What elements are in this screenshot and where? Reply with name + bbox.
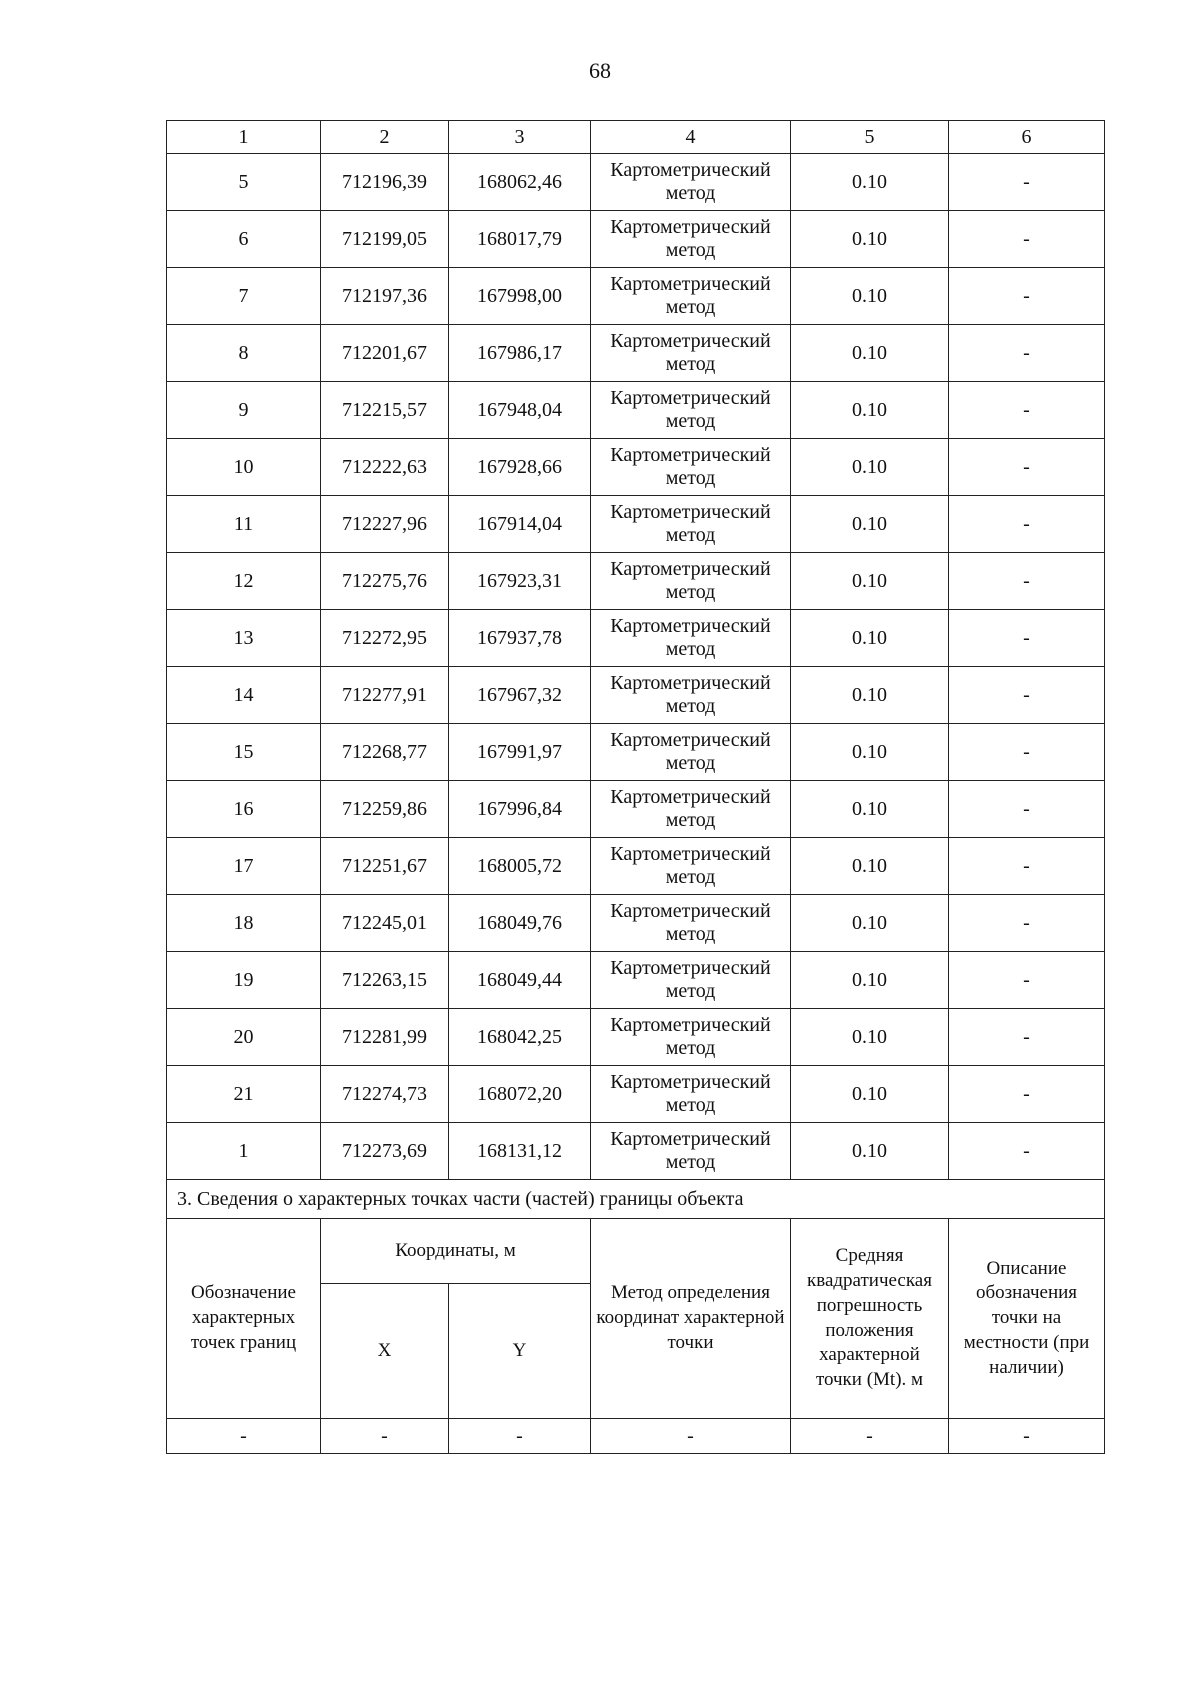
point-number-cell: 7 <box>167 268 321 325</box>
y-coordinate-cell: 167923,31 <box>449 553 591 610</box>
column-number: 1 <box>167 121 321 154</box>
y-coordinate-cell: 167996,84 <box>449 781 591 838</box>
table-cell: - <box>449 1419 591 1454</box>
x-coordinate-cell: 712245,01 <box>321 895 449 952</box>
column-numbers-row <box>167 121 1105 154</box>
y-coordinate-cell: 167991,97 <box>449 724 591 781</box>
header-method: Метод определения координат характерной точки <box>591 1219 791 1419</box>
table-cell: - <box>167 1419 321 1454</box>
header-accuracy: Средняя квадратическая погрешность положения характерной точки (Mt). м <box>791 1219 949 1419</box>
y-coordinate-cell: 167914,04 <box>449 496 591 553</box>
table-row <box>167 154 1105 211</box>
method-cell: Картометрический метод <box>591 268 791 325</box>
section-3-title-row <box>167 1180 1105 1219</box>
accuracy-cell: 0.10 <box>791 838 949 895</box>
y-coordinate-cell: 168005,72 <box>449 838 591 895</box>
section-3-header-row <box>167 1219 1105 1284</box>
y-coordinate-cell: 168042,25 <box>449 1009 591 1066</box>
x-coordinate-cell: 712272,95 <box>321 610 449 667</box>
accuracy-cell: 0.10 <box>791 724 949 781</box>
description-cell: - <box>949 268 1105 325</box>
description-cell: - <box>949 1066 1105 1123</box>
table-row <box>167 382 1105 439</box>
method-cell: Картометрический метод <box>591 1066 791 1123</box>
point-number-cell: 11 <box>167 496 321 553</box>
y-coordinate-cell: 167967,32 <box>449 667 591 724</box>
point-number-cell: 6 <box>167 211 321 268</box>
accuracy-cell: 0.10 <box>791 439 949 496</box>
x-coordinate-cell: 712251,67 <box>321 838 449 895</box>
table-row <box>167 496 1105 553</box>
table-row <box>167 952 1105 1009</box>
y-coordinate-cell: 167928,66 <box>449 439 591 496</box>
table-row <box>167 781 1105 838</box>
table-row <box>167 1009 1105 1066</box>
table-cell: - <box>791 1419 949 1454</box>
table-row <box>167 211 1105 268</box>
column-number: 2 <box>321 121 449 154</box>
table-row <box>167 439 1105 496</box>
point-number-cell: 8 <box>167 325 321 382</box>
description-cell: - <box>949 382 1105 439</box>
accuracy-cell: 0.10 <box>791 1066 949 1123</box>
table-row <box>167 610 1105 667</box>
y-coordinate-cell: 167937,78 <box>449 610 591 667</box>
table-row <box>167 553 1105 610</box>
method-cell: Картометрический метод <box>591 895 791 952</box>
header-description: Описание обозначения точки на местности (при наличии) <box>949 1219 1105 1419</box>
method-cell: Картометрический метод <box>591 952 791 1009</box>
x-coordinate-cell: 712281,99 <box>321 1009 449 1066</box>
x-coordinate-cell: 712268,77 <box>321 724 449 781</box>
table-row <box>167 724 1105 781</box>
point-number-cell: 5 <box>167 154 321 211</box>
point-number-cell: 19 <box>167 952 321 1009</box>
description-cell: - <box>949 154 1105 211</box>
description-cell: - <box>949 895 1105 952</box>
accuracy-cell: 0.10 <box>791 154 949 211</box>
method-cell: Картометрический метод <box>591 838 791 895</box>
description-cell: - <box>949 211 1105 268</box>
y-coordinate-cell: 167986,17 <box>449 325 591 382</box>
x-coordinate-cell: 712274,73 <box>321 1066 449 1123</box>
table-row <box>167 325 1105 382</box>
x-coordinate-cell: 712275,76 <box>321 553 449 610</box>
header-x: X <box>321 1284 449 1419</box>
accuracy-cell: 0.10 <box>791 496 949 553</box>
table-row <box>167 268 1105 325</box>
point-number-cell: 16 <box>167 781 321 838</box>
column-number: 3 <box>449 121 591 154</box>
column-number: 5 <box>791 121 949 154</box>
x-coordinate-cell: 712227,96 <box>321 496 449 553</box>
description-cell: - <box>949 610 1105 667</box>
point-number-cell: 18 <box>167 895 321 952</box>
point-number-cell: 9 <box>167 382 321 439</box>
y-coordinate-cell: 168072,20 <box>449 1066 591 1123</box>
section-3-empty-row <box>167 1419 1105 1454</box>
point-number-cell: 20 <box>167 1009 321 1066</box>
method-cell: Картометрический метод <box>591 724 791 781</box>
x-coordinate-cell: 712259,86 <box>321 781 449 838</box>
x-coordinate-cell: 712277,91 <box>321 667 449 724</box>
x-coordinate-cell: 712201,67 <box>321 325 449 382</box>
description-cell: - <box>949 325 1105 382</box>
x-coordinate-cell: 712263,15 <box>321 952 449 1009</box>
point-number-cell: 1 <box>167 1123 321 1180</box>
header-y: Y <box>449 1284 591 1419</box>
column-number: 6 <box>949 121 1105 154</box>
y-coordinate-cell: 168049,76 <box>449 895 591 952</box>
method-cell: Картометрический метод <box>591 382 791 439</box>
table-cell: - <box>321 1419 449 1454</box>
description-cell: - <box>949 724 1105 781</box>
x-coordinate-cell: 712273,69 <box>321 1123 449 1180</box>
header-point-designation: Обозначение характерных точек границ <box>167 1219 321 1419</box>
accuracy-cell: 0.10 <box>791 325 949 382</box>
table-row <box>167 895 1105 952</box>
method-cell: Картометрический метод <box>591 1009 791 1066</box>
point-number-cell: 15 <box>167 724 321 781</box>
page-number: 68 <box>589 58 611 83</box>
method-cell: Картометрический метод <box>591 496 791 553</box>
accuracy-cell: 0.10 <box>791 553 949 610</box>
method-cell: Картометрический метод <box>591 553 791 610</box>
method-cell: Картометрический метод <box>591 610 791 667</box>
method-cell: Картометрический метод <box>591 325 791 382</box>
table-cell: - <box>949 1419 1105 1454</box>
boundary-points-table <box>166 120 1105 1454</box>
description-cell: - <box>949 667 1105 724</box>
point-number-cell: 21 <box>167 1066 321 1123</box>
point-number-cell: 17 <box>167 838 321 895</box>
accuracy-cell: 0.10 <box>791 667 949 724</box>
table-row <box>167 1123 1105 1180</box>
header-coordinates: Координаты, м <box>321 1219 591 1284</box>
y-coordinate-cell: 167998,00 <box>449 268 591 325</box>
method-cell: Картометрический метод <box>591 211 791 268</box>
method-cell: Картометрический метод <box>591 154 791 211</box>
table-row <box>167 838 1105 895</box>
method-cell: Картометрический метод <box>591 1123 791 1180</box>
accuracy-cell: 0.10 <box>791 895 949 952</box>
section-3-title: 3. Сведения о характерных точках части (частей) границы объекта <box>167 1180 1105 1219</box>
accuracy-cell: 0.10 <box>791 1009 949 1066</box>
description-cell: - <box>949 952 1105 1009</box>
x-coordinate-cell: 712215,57 <box>321 382 449 439</box>
accuracy-cell: 0.10 <box>791 610 949 667</box>
point-number-cell: 10 <box>167 439 321 496</box>
point-number-cell: 12 <box>167 553 321 610</box>
accuracy-cell: 0.10 <box>791 268 949 325</box>
x-coordinate-cell: 712199,05 <box>321 211 449 268</box>
description-cell: - <box>949 838 1105 895</box>
column-number: 4 <box>591 121 791 154</box>
y-coordinate-cell: 168131,12 <box>449 1123 591 1180</box>
method-cell: Картометрический метод <box>591 781 791 838</box>
method-cell: Картометрический метод <box>591 667 791 724</box>
description-cell: - <box>949 1009 1105 1066</box>
x-coordinate-cell: 712196,39 <box>321 154 449 211</box>
accuracy-cell: 0.10 <box>791 952 949 1009</box>
accuracy-cell: 0.10 <box>791 1123 949 1180</box>
accuracy-cell: 0.10 <box>791 382 949 439</box>
point-number-cell: 13 <box>167 610 321 667</box>
y-coordinate-cell: 167948,04 <box>449 382 591 439</box>
x-coordinate-cell: 712222,63 <box>321 439 449 496</box>
x-coordinate-cell: 712197,36 <box>321 268 449 325</box>
point-number-cell: 14 <box>167 667 321 724</box>
accuracy-cell: 0.10 <box>791 781 949 838</box>
table-row <box>167 1066 1105 1123</box>
y-coordinate-cell: 168017,79 <box>449 211 591 268</box>
method-cell: Картометрический метод <box>591 439 791 496</box>
table-cell: - <box>591 1419 791 1454</box>
description-cell: - <box>949 553 1105 610</box>
description-cell: - <box>949 781 1105 838</box>
accuracy-cell: 0.10 <box>791 211 949 268</box>
table-row <box>167 667 1105 724</box>
y-coordinate-cell: 168049,44 <box>449 952 591 1009</box>
description-cell: - <box>949 439 1105 496</box>
description-cell: - <box>949 496 1105 553</box>
description-cell: - <box>949 1123 1105 1180</box>
y-coordinate-cell: 168062,46 <box>449 154 591 211</box>
